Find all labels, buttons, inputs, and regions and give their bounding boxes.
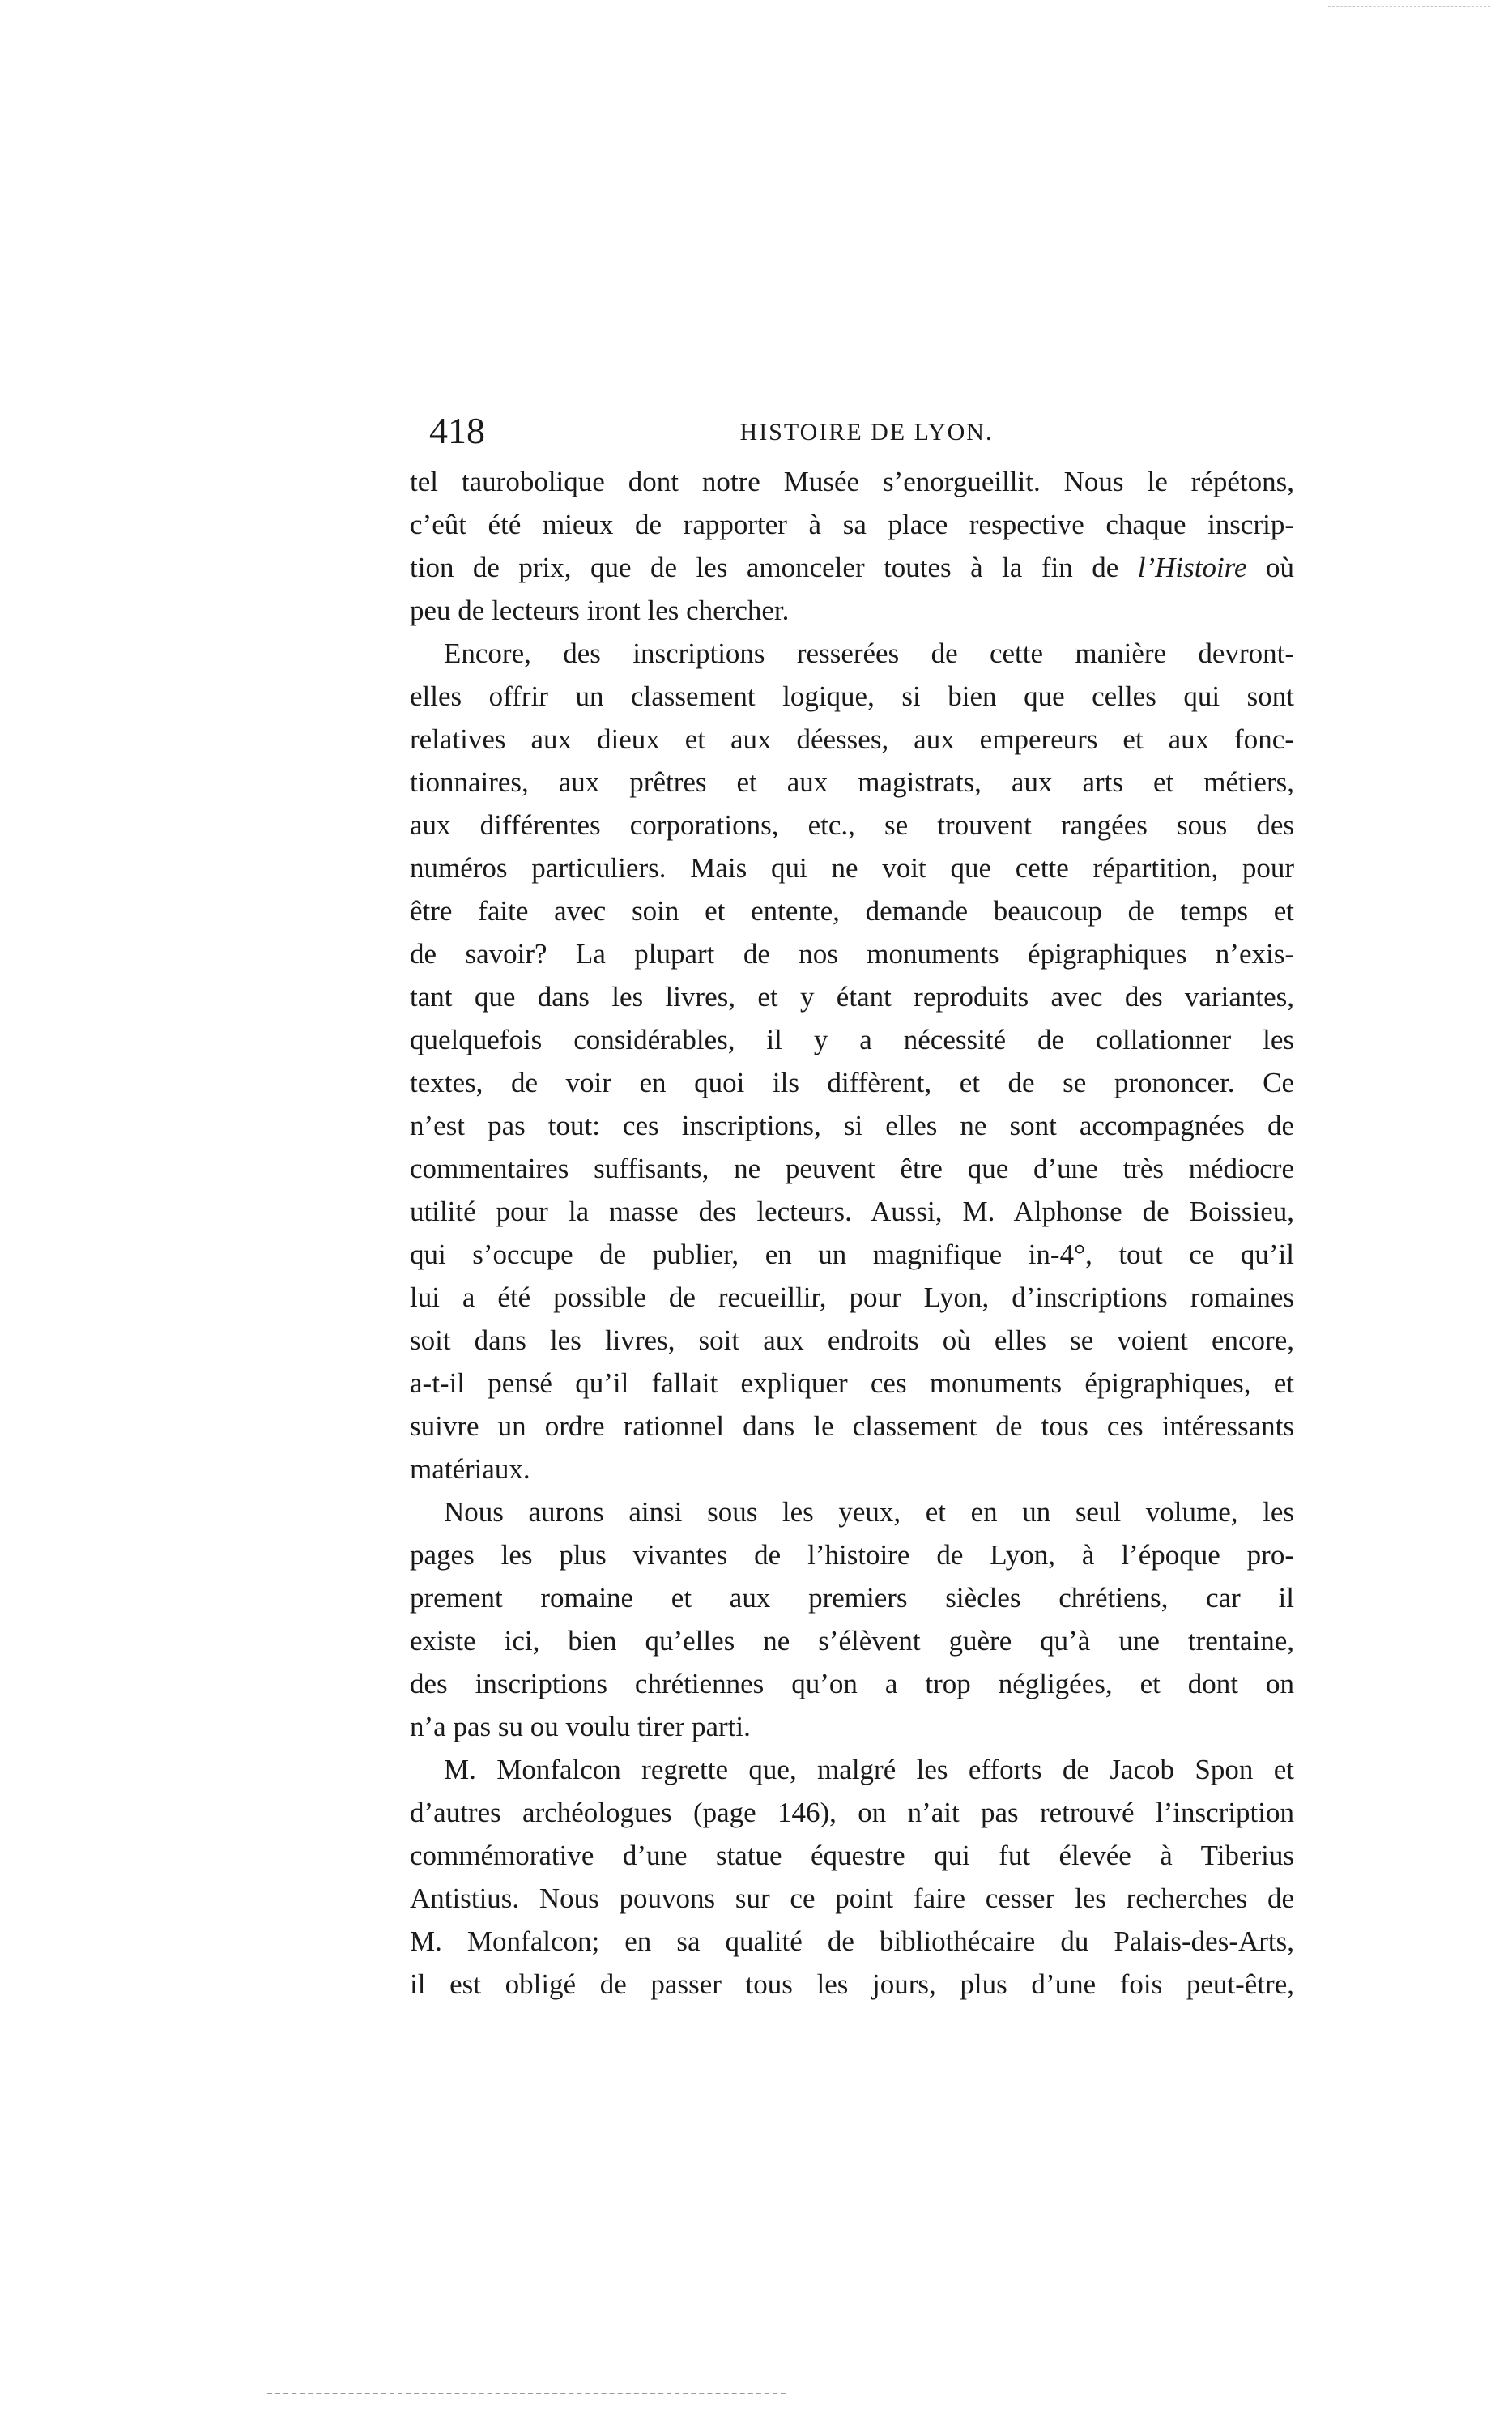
- body-text: [410, 460, 1294, 2006]
- text-line: utilité pour la masse des lecteurs. Aussi, M. Alphonse de Boissieu,: [410, 1196, 1294, 1227]
- text-line-part: où: [1246, 552, 1294, 583]
- text-line: être faite avec soin et entente, demande beaucoup de temps et: [410, 895, 1294, 927]
- text-line: tionnaires, aux prêtres et aux magistrats, aux arts et métiers,: [410, 766, 1294, 798]
- bottom-edge-mark: [267, 2393, 786, 2394]
- text-line: Antistius. Nous pouvons sur ce point faire cesser les recherches de: [410, 1883, 1294, 1914]
- text-line: il est obligé de passer tous les jours, plus d’une fois peut-être,: [410, 1968, 1294, 2000]
- text-line: quelquefois considérables, il y a nécessité de collationner les: [410, 1024, 1294, 1055]
- running-head: [429, 407, 1304, 455]
- text-line: a-t-il pensé qu’il fallait expliquer ces monuments épigraphiques, et: [410, 1367, 1294, 1399]
- text-line: Encore, des inscriptions resserées de cette manière devront-: [444, 637, 1294, 669]
- text-line: matériaux.: [410, 1453, 530, 1485]
- italic-title: l’Histoire: [1137, 552, 1247, 583]
- text-line: des inscriptions chrétiennes qu’on a trop négligées, et dont on: [410, 1668, 1294, 1699]
- text-line-part: tion de prix, que de les amonceler toutes à la fin de: [410, 552, 1119, 583]
- text-line: peu de lecteurs iront les chercher.: [410, 595, 790, 626]
- text-line: n’a pas su ou voulu tirer parti.: [410, 1711, 751, 1742]
- running-title: HISTOIRE DE LYON.: [739, 419, 994, 446]
- text-line: elles offrir un classement logique, si bien que celles qui sont: [410, 680, 1294, 712]
- text-line: lui a été possible de recueillir, pour Lyon, d’inscriptions romaines: [410, 1281, 1294, 1313]
- text-line: qui s’occupe de publier, en un magnifique in-4°, tout ce qu’il: [410, 1239, 1294, 1270]
- text-line: c’eût été mieux de rapporter à sa place respective chaque inscrip-: [410, 509, 1294, 540]
- text-line: soit dans les livres, soit aux endroits où elles se voient encore,: [410, 1324, 1294, 1356]
- text-line: existe ici, bien qu’elles ne s’élèvent guère qu’à une trentaine,: [410, 1625, 1294, 1657]
- text-line: d’autres archéologues (page 146), on n’ait pas retrouvé l’inscription: [410, 1797, 1294, 1828]
- page-number: 418: [429, 410, 485, 451]
- text-line: tel taurobolique dont notre Musée s’enorgueillit. Nous le répétons,: [410, 466, 1294, 497]
- text-line: prement romaine et aux premiers siècles chrétiens, car il: [410, 1582, 1294, 1614]
- text-line: M. Monfalcon; en sa qualité de bibliothécaire du Palais-des-Arts,: [410, 1925, 1294, 1957]
- text-line: M. Monfalcon regrette que, malgré les efforts de Jacob Spon et: [444, 1754, 1294, 1785]
- text-line: relatives aux dieux et aux déesses, aux empereurs et aux fonc-: [410, 723, 1294, 755]
- top-edge-mark: [1328, 6, 1490, 7]
- text-line: tant que dans les livres, et y étant reproduits avec des variantes,: [410, 981, 1294, 1013]
- text-line: pages les plus vivantes de l’histoire de Lyon, à l’époque pro-: [410, 1539, 1294, 1571]
- text-line: Nous aurons ainsi sous les yeux, et en un seul volume, les: [444, 1496, 1294, 1528]
- text-line: aux différentes corporations, etc., se trouvent rangées sous des: [410, 809, 1294, 841]
- text-line: commémorative d’une statue équestre qui fut élevée à Tiberius: [410, 1840, 1294, 1871]
- text-line: numéros particuliers. Mais qui ne voit que cette répartition, pour: [410, 852, 1294, 884]
- text-line: suivre un ordre rationnel dans le classement de tous ces intéressants: [410, 1410, 1294, 1442]
- text-line: n’est pas tout: ces inscriptions, si elles ne sont accompagnées de: [410, 1110, 1294, 1141]
- text-line: [410, 546, 1294, 589]
- text-line: commentaires suffisants, ne peuvent être que d’une très médiocre: [410, 1153, 1294, 1184]
- text-line: textes, de voir en quoi ils diffèrent, et de se prononcer. Ce: [410, 1067, 1294, 1098]
- text-line: de savoir? La plupart de nos monuments épigraphiques n’exis-: [410, 938, 1294, 970]
